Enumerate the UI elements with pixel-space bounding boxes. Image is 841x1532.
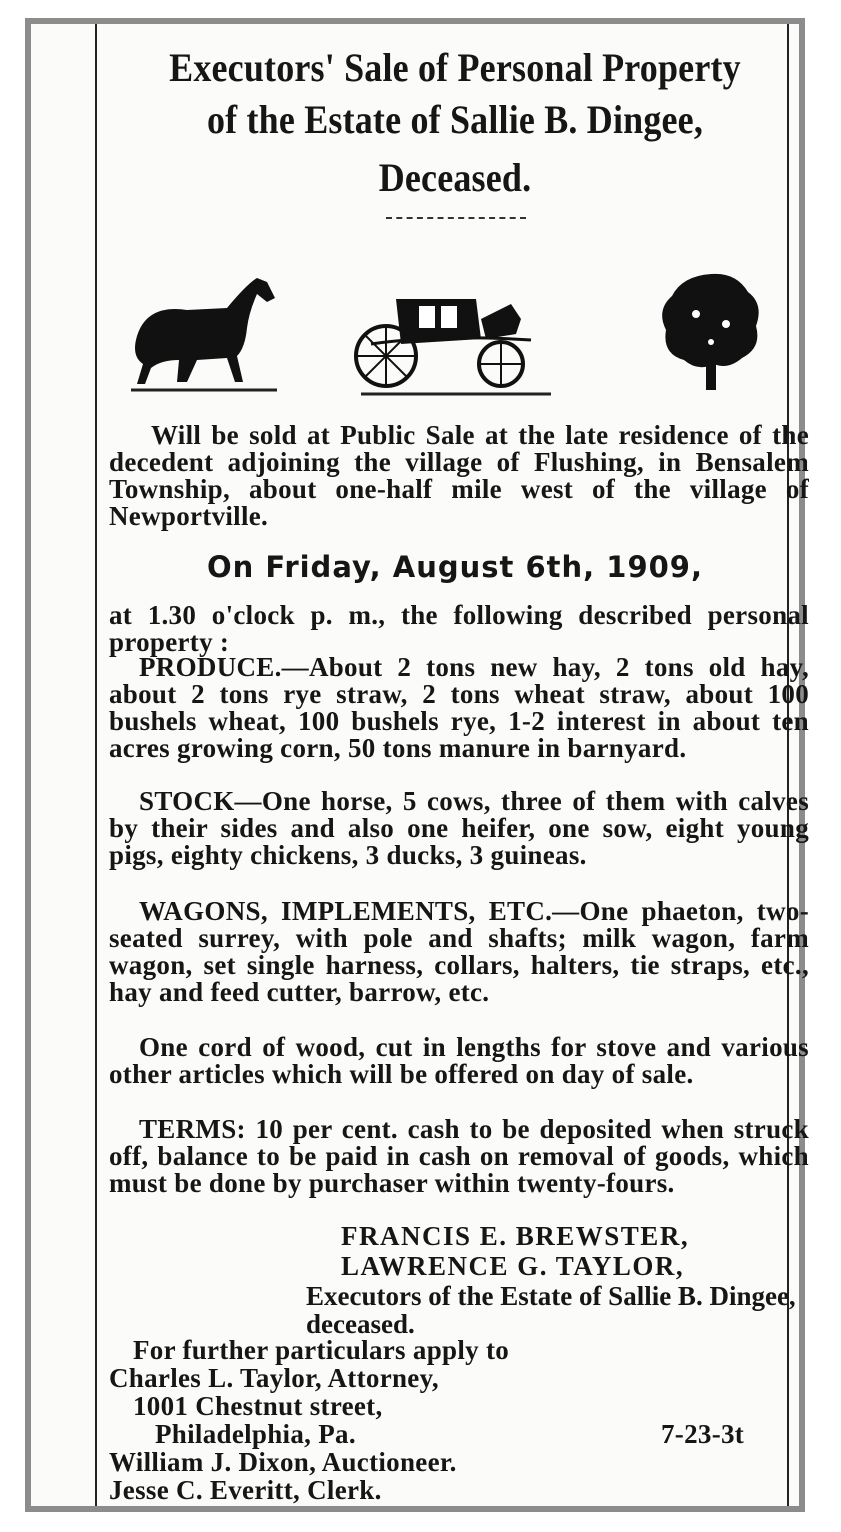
clipping-frame	[25, 18, 809, 1512]
sale-intro: Will be sold at Public Sale at the late residence of the decedent adjoining the village of Flushing, in Bensalem Township, about one-half mile west of the village of Newportville.	[109, 420, 809, 531]
further-particulars: For further particulars apply to	[133, 1335, 510, 1365]
carriage-icon	[341, 264, 561, 404]
terms-paragraph: TERMS: 10 per cent. cash to be deposited when struck off, balance to be paid in cash on removal of goods, which must be done by purchaser within twenty-fours.	[109, 1114, 809, 1198]
headline-line-3: Deceased.	[378, 155, 532, 200]
sale-time: at 1.30 o'clock p. m., the following described personal property :	[109, 600, 809, 657]
produce-paragraph: PRODUCE.—About 2 tons new hay, 2 tons old hay, about 2 tons rye straw, 2 tons wheat straw, about 100 bushels wheat, 100 bushels rye, 1-2 interest in about ten acres growing corn, 50 tons manure in barnyard.	[109, 652, 809, 763]
headline-line-1: Executors' Sale of Personal Property	[169, 45, 741, 90]
clerk: Jesse C. Everitt, Clerk.	[109, 1475, 382, 1505]
divider-rule	[386, 217, 526, 219]
sale-date: On Friday, August 6th, 1909,	[206, 550, 704, 584]
stock-paragraph: STOCK—One horse, 5 cows, three of them with calves by their sides and also one heifer, one sow, eight young pigs, eighty chickens, 3 ducks, 3 guineas.	[109, 786, 809, 870]
attorney: Charles L. Taylor, Attorney,	[109, 1363, 439, 1393]
auctioneer: William J. Dixon, Auctioneer.	[109, 1447, 457, 1477]
street-address: 1001 Chestnut street,	[133, 1391, 383, 1421]
executor-1: FRANCIS E. BREWSTER,	[341, 1221, 690, 1251]
tree-icon	[656, 264, 766, 404]
executor-2: LAWRENCE G. TAYLOR,	[341, 1251, 685, 1281]
wood-paragraph: One cord of wood, cut in lengths for stove and various other articles which will be offered on day of sale.	[109, 1032, 809, 1089]
executor-role: Executors of the Estate of Sallie B. Dingee, deceased.	[306, 1281, 796, 1339]
headline-line-2: of the Estate of Sallie B. Dingee,	[206, 97, 704, 142]
column-rule-left	[95, 24, 97, 1506]
ad-code: 7-23-3t	[661, 1419, 745, 1449]
wagons-paragraph: WAGONS, IMPLEMENTS, ETC.—One phaeton, two-seated surrey, with pole and shafts; milk wagon, farm wagon, set single harness, collars, halters, tie straps, etc., hay and feed cutter, barrow, etc.	[109, 896, 809, 1007]
horse-icon	[117, 264, 287, 404]
city: Philadelphia, Pa.	[155, 1419, 356, 1449]
